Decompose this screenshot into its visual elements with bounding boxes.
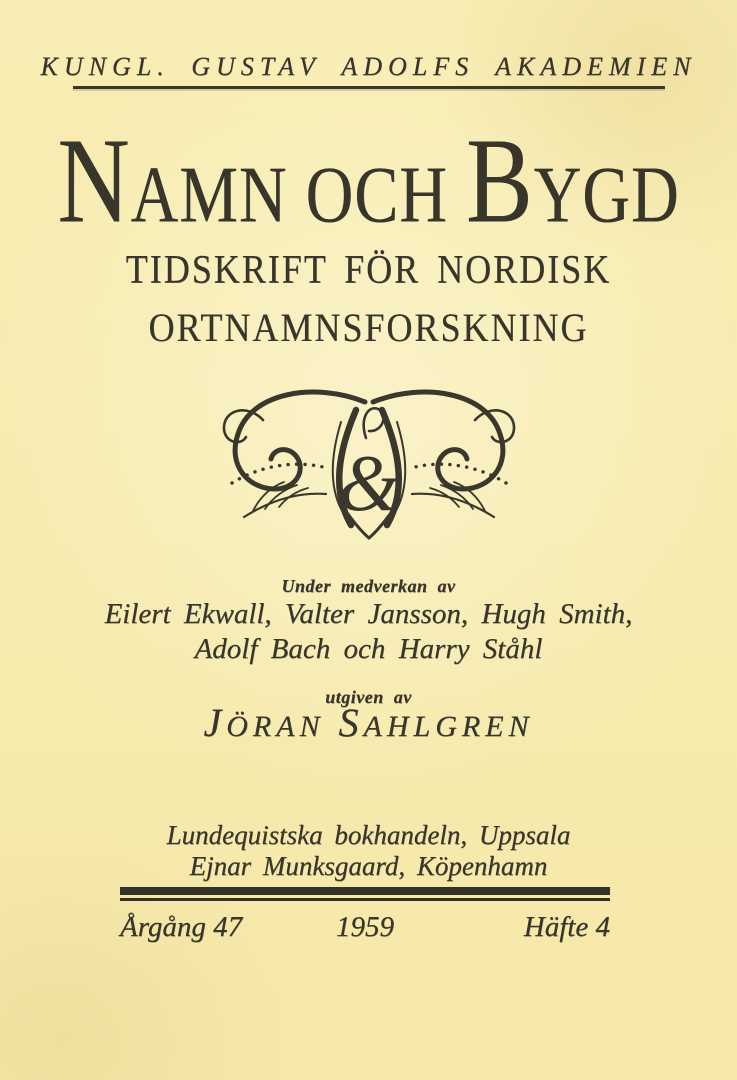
journal-subtitle: [0, 240, 737, 356]
issue-label: Häfte 4: [523, 910, 610, 943]
subtitle-line-2: ORTNAMNSFORSKNING: [148, 304, 589, 350]
imprint-line-1: Lundequistska bokhandeln, Uppsala: [166, 820, 571, 850]
title-word-bygd: [465, 112, 680, 249]
contributors-names: [0, 597, 737, 667]
editor-last-name: [338, 700, 534, 745]
title-rest-amn: AMN: [130, 150, 288, 240]
footer-rule-thick: [120, 887, 610, 895]
title-rest-ygd: YGD: [533, 150, 680, 240]
contributors-line-1: Eilert Ekwall, Valter Jansson, Hugh Smith,: [104, 598, 633, 630]
editor-initial-s: S: [338, 700, 364, 745]
footer-rule-thin: [120, 898, 610, 901]
title-initial-b: B: [465, 112, 534, 249]
title-word-och: OCH: [305, 150, 448, 240]
editor-intro: utgiven av: [325, 687, 412, 707]
editor-rest-ahlgren: AHLGREN: [363, 710, 534, 743]
contributors-intro: Under medverkan av: [281, 576, 456, 596]
journal-title: [0, 112, 737, 249]
monogram-ornament: [199, 388, 539, 540]
year-label: 1959: [335, 910, 394, 943]
imprint-line-2: Ejnar Munksgaard, Köpenhamn: [189, 851, 548, 881]
masthead-rule: [73, 86, 665, 89]
title-word-namn: [57, 112, 288, 249]
volume-label: Årgång 47: [120, 910, 243, 943]
editor-initial-j: J: [203, 700, 227, 745]
editor-rest-oran: ÖRAN: [226, 710, 325, 743]
imprint: [0, 820, 737, 882]
subtitle-line-1: TIDSKRIFT FÖR NORDISK: [125, 246, 612, 292]
editor-first-name: [203, 700, 325, 745]
title-initial-n: N: [57, 112, 131, 249]
ampersand-glyph: &: [337, 440, 400, 528]
contributors-line-2: Adolf Bach och Harry Ståhl: [194, 633, 543, 665]
volume-footer: [120, 887, 610, 944]
footer-row: [120, 910, 610, 944]
academy-name: KUNGL. GUSTAV ADOLFS AKADEMIEN: [40, 52, 697, 81]
editor-name: [0, 700, 737, 745]
